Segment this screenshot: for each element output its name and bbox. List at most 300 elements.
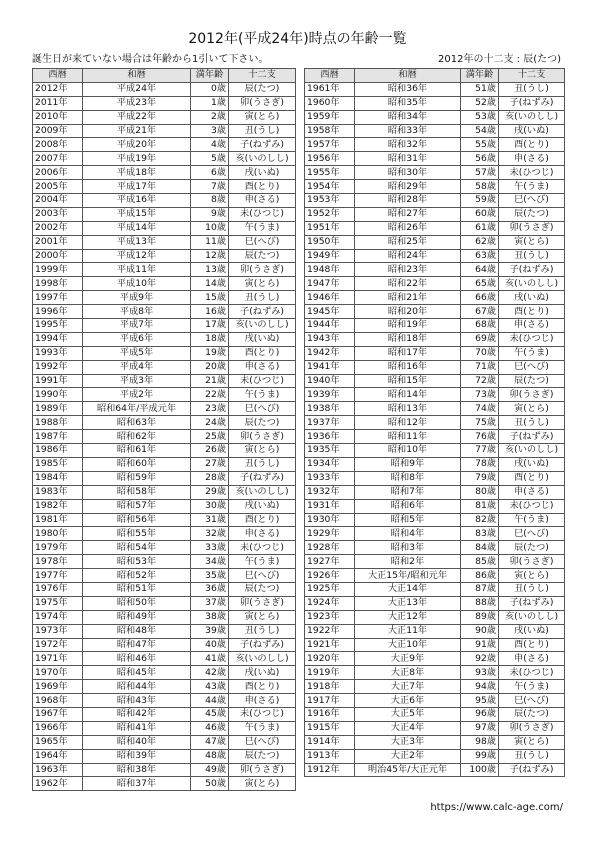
- cell-zodiac: 辰(たつ): [229, 82, 296, 96]
- table-row: [305, 596, 565, 610]
- table-row: [33, 541, 296, 555]
- cell-age: 61歳: [461, 221, 499, 235]
- cell-western-year: 1962年: [33, 777, 83, 791]
- cell-zodiac: 申(さる): [499, 485, 565, 499]
- cell-zodiac: 辰(たつ): [499, 207, 565, 221]
- cell-japanese-era: 昭和34年: [355, 110, 461, 124]
- cell-western-year: 1945年: [305, 305, 355, 319]
- cell-zodiac: 申(さる): [229, 360, 296, 374]
- cell-age: 38歳: [191, 610, 229, 624]
- cell-age: 56歳: [461, 152, 499, 166]
- cell-age: 17歳: [191, 319, 229, 333]
- cell-japanese-era: 平成17年: [83, 180, 191, 194]
- cell-western-year: 1985年: [33, 457, 83, 471]
- cell-western-year: 1926年: [305, 569, 355, 583]
- cell-western-year: 1969年: [33, 680, 83, 694]
- cell-japanese-era: 昭和17年: [355, 346, 461, 360]
- cell-age: 2歳: [191, 110, 229, 124]
- table-row: [305, 166, 565, 180]
- cell-age: 60歳: [461, 207, 499, 221]
- cell-japanese-era: 大正11年: [355, 624, 461, 638]
- cell-zodiac: 未(ひつじ): [229, 541, 296, 555]
- table-row: [305, 180, 565, 194]
- cell-zodiac: 戌(いぬ): [229, 166, 296, 180]
- cell-age: 57歳: [461, 166, 499, 180]
- cell-western-year: 1965年: [33, 735, 83, 749]
- table-row: [305, 485, 565, 499]
- cell-western-year: 1933年: [305, 471, 355, 485]
- cell-zodiac: 丑(うし): [229, 457, 296, 471]
- table-row: [305, 666, 565, 680]
- cell-japanese-era: 昭和64年/平成元年: [83, 402, 191, 416]
- cell-age: 64歳: [461, 263, 499, 277]
- cell-japanese-era: 昭和50年: [83, 596, 191, 610]
- cell-zodiac: 巳(へび): [499, 694, 565, 708]
- age-table-right: [304, 68, 565, 777]
- cell-japanese-era: 平成19年: [83, 152, 191, 166]
- cell-western-year: 1992年: [33, 360, 83, 374]
- cell-japanese-era: 昭和11年: [355, 430, 461, 444]
- cell-western-year: 1931年: [305, 499, 355, 513]
- cell-zodiac: 酉(とり): [229, 180, 296, 194]
- cell-zodiac: 午(うま): [499, 180, 565, 194]
- cell-zodiac: 寅(とら): [229, 777, 296, 791]
- cell-western-year: 1918年: [305, 680, 355, 694]
- cell-age: 21歳: [191, 374, 229, 388]
- cell-western-year: 1963年: [33, 763, 83, 777]
- cell-japanese-era: 昭和10年: [355, 444, 461, 458]
- cell-zodiac: 卯(うさぎ): [499, 221, 565, 235]
- cell-western-year: 1914年: [305, 735, 355, 749]
- cell-zodiac: 戌(いぬ): [499, 291, 565, 305]
- cell-western-year: 1995年: [33, 319, 83, 333]
- table-row: [33, 416, 296, 430]
- table-row: [305, 138, 565, 152]
- cell-japanese-era: 昭和28年: [355, 194, 461, 208]
- table-row: [33, 96, 296, 110]
- cell-age: 99歳: [461, 749, 499, 763]
- cell-western-year: 1961年: [305, 82, 355, 96]
- cell-zodiac: 寅(とら): [499, 235, 565, 249]
- cell-japanese-era: 昭和47年: [83, 638, 191, 652]
- table-row: [33, 610, 296, 624]
- cell-western-year: 1952年: [305, 207, 355, 221]
- cell-western-year: 1932年: [305, 485, 355, 499]
- cell-age: 80歳: [461, 485, 499, 499]
- cell-age: 78歳: [461, 457, 499, 471]
- cell-japanese-era: 昭和33年: [355, 124, 461, 138]
- cell-age: 32歳: [191, 527, 229, 541]
- cell-zodiac: 戌(いぬ): [499, 124, 565, 138]
- cell-zodiac: 未(ひつじ): [499, 666, 565, 680]
- cell-western-year: 1930年: [305, 513, 355, 527]
- table-row: [305, 263, 565, 277]
- cell-age: 70歳: [461, 346, 499, 360]
- cell-western-year: 2010年: [33, 110, 83, 124]
- cell-japanese-era: 昭和12年: [355, 416, 461, 430]
- cell-japanese-era: 大正10年: [355, 638, 461, 652]
- cell-japanese-era: 大正8年: [355, 666, 461, 680]
- cell-japanese-era: 昭和48年: [83, 624, 191, 638]
- cell-western-year: 1927年: [305, 555, 355, 569]
- table-row: [305, 457, 565, 471]
- cell-japanese-era: 大正13年: [355, 596, 461, 610]
- table-row: [33, 402, 296, 416]
- cell-age: 84歳: [461, 541, 499, 555]
- cell-zodiac: 亥(いのしし): [229, 485, 296, 499]
- cell-japanese-era: 昭和59年: [83, 471, 191, 485]
- cell-zodiac: 戌(いぬ): [229, 499, 296, 513]
- cell-western-year: 1998年: [33, 277, 83, 291]
- cell-japanese-era: 大正6年: [355, 694, 461, 708]
- cell-zodiac: 午(うま): [229, 388, 296, 402]
- cell-japanese-era: 昭和14年: [355, 388, 461, 402]
- cell-japanese-era: 大正3年: [355, 735, 461, 749]
- page-title: 2012年(平成24年)時点の年齢一覧: [188, 31, 407, 47]
- cell-japanese-era: 昭和55年: [83, 527, 191, 541]
- cell-western-year: 1917年: [305, 694, 355, 708]
- cell-western-year: 1953年: [305, 194, 355, 208]
- cell-western-year: 2007年: [33, 152, 83, 166]
- cell-japanese-era: 大正15年/昭和元年: [355, 569, 461, 583]
- cell-japanese-era: 昭和51年: [83, 582, 191, 596]
- cell-zodiac: 酉(とり): [229, 513, 296, 527]
- cell-western-year: 2000年: [33, 249, 83, 263]
- cell-zodiac: 卯(うさぎ): [499, 555, 565, 569]
- cell-western-year: 1958年: [305, 124, 355, 138]
- table-row: [305, 124, 565, 138]
- cell-western-year: 1922年: [305, 624, 355, 638]
- cell-western-year: 1959年: [305, 110, 355, 124]
- cell-zodiac: 亥(いのしし): [499, 610, 565, 624]
- cell-japanese-era: 昭和36年: [355, 82, 461, 96]
- cell-zodiac: 申(さる): [499, 152, 565, 166]
- cell-western-year: 1941年: [305, 360, 355, 374]
- table-body-right: [305, 82, 565, 777]
- cell-zodiac: 子(ねずみ): [229, 305, 296, 319]
- cell-age: 5歳: [191, 152, 229, 166]
- table-row: [305, 624, 565, 638]
- table-row: [33, 499, 296, 513]
- cell-japanese-era: 平成9年: [83, 291, 191, 305]
- table-row: [33, 527, 296, 541]
- cell-western-year: 1915年: [305, 721, 355, 735]
- cell-age: 23歳: [191, 402, 229, 416]
- cell-japanese-era: 昭和37年: [83, 777, 191, 791]
- table-row: [305, 735, 565, 749]
- cell-western-year: 1999年: [33, 263, 83, 277]
- table-row: [33, 319, 296, 333]
- cell-japanese-era: 昭和24年: [355, 249, 461, 263]
- cell-western-year: 1971年: [33, 652, 83, 666]
- table-row: [33, 152, 296, 166]
- table-row: [33, 694, 296, 708]
- cell-western-year: 1964年: [33, 749, 83, 763]
- cell-zodiac: 巳(へび): [229, 735, 296, 749]
- cell-western-year: 1980年: [33, 527, 83, 541]
- cell-zodiac: 子(ねずみ): [499, 430, 565, 444]
- cell-age: 41歳: [191, 652, 229, 666]
- cell-age: 51歳: [461, 82, 499, 96]
- cell-zodiac: 丑(うし): [499, 82, 565, 96]
- zodiac-of-year: 2012年の十二支 : 辰(たつ): [438, 54, 561, 65]
- cell-western-year: 1989年: [33, 402, 83, 416]
- table-row: [33, 221, 296, 235]
- cell-age: 13歳: [191, 263, 229, 277]
- cell-japanese-era: 昭和45年: [83, 666, 191, 680]
- table-row: [305, 721, 565, 735]
- cell-western-year: 1991年: [33, 374, 83, 388]
- table-row: [33, 305, 296, 319]
- cell-age: 63歳: [461, 249, 499, 263]
- cell-japanese-era: 昭和39年: [83, 749, 191, 763]
- header-age: 満年齢: [191, 69, 229, 83]
- cell-japanese-era: 昭和2年: [355, 555, 461, 569]
- cell-japanese-era: 大正14年: [355, 582, 461, 596]
- cell-japanese-era: 平成22年: [83, 110, 191, 124]
- cell-japanese-era: 大正12年: [355, 610, 461, 624]
- cell-japanese-era: 昭和61年: [83, 444, 191, 458]
- cell-age: 6歳: [191, 166, 229, 180]
- cell-western-year: 1981年: [33, 513, 83, 527]
- cell-zodiac: 辰(たつ): [499, 374, 565, 388]
- cell-japanese-era: 平成20年: [83, 138, 191, 152]
- table-row: [305, 194, 565, 208]
- table-row: [33, 680, 296, 694]
- cell-japanese-era: 昭和40年: [83, 735, 191, 749]
- cell-western-year: 1972年: [33, 638, 83, 652]
- table-row: [305, 96, 565, 110]
- cell-western-year: 2005年: [33, 180, 83, 194]
- cell-western-year: 1978年: [33, 555, 83, 569]
- cell-western-year: 1920年: [305, 652, 355, 666]
- cell-western-year: 1990年: [33, 388, 83, 402]
- table-row: [305, 416, 565, 430]
- cell-western-year: 2008年: [33, 138, 83, 152]
- cell-age: 53歳: [461, 110, 499, 124]
- cell-japanese-era: 昭和49年: [83, 610, 191, 624]
- cell-japanese-era: 平成14年: [83, 221, 191, 235]
- cell-japanese-era: 昭和56年: [83, 513, 191, 527]
- cell-western-year: 1939年: [305, 388, 355, 402]
- cell-age: 93歳: [461, 666, 499, 680]
- cell-zodiac: 巳(へび): [229, 569, 296, 583]
- cell-zodiac: 辰(たつ): [499, 707, 565, 721]
- table-row: [33, 388, 296, 402]
- cell-age: 40歳: [191, 638, 229, 652]
- cell-japanese-era: 昭和18年: [355, 332, 461, 346]
- cell-zodiac: 子(ねずみ): [499, 263, 565, 277]
- cell-zodiac: 子(ねずみ): [499, 96, 565, 110]
- cell-zodiac: 午(うま): [499, 680, 565, 694]
- cell-western-year: 2003年: [33, 207, 83, 221]
- cell-japanese-era: 大正9年: [355, 652, 461, 666]
- cell-western-year: 1936年: [305, 430, 355, 444]
- cell-age: 46歳: [191, 721, 229, 735]
- cell-zodiac: 辰(たつ): [229, 582, 296, 596]
- cell-western-year: 1925年: [305, 582, 355, 596]
- cell-zodiac: 酉(とり): [229, 346, 296, 360]
- cell-japanese-era: 昭和7年: [355, 485, 461, 499]
- cell-age: 45歳: [191, 707, 229, 721]
- table-row: [33, 235, 296, 249]
- table-row: [33, 249, 296, 263]
- cell-japanese-era: 平成18年: [83, 166, 191, 180]
- cell-japanese-era: 昭和43年: [83, 694, 191, 708]
- cell-zodiac: 辰(たつ): [499, 541, 565, 555]
- cell-japanese-era: 明治45年/大正元年: [355, 763, 461, 777]
- cell-japanese-era: 大正7年: [355, 680, 461, 694]
- cell-zodiac: 戌(いぬ): [499, 624, 565, 638]
- table-row: [305, 249, 565, 263]
- cell-zodiac: 丑(うし): [499, 249, 565, 263]
- cell-zodiac: 戌(いぬ): [229, 666, 296, 680]
- cell-western-year: 1912年: [305, 763, 355, 777]
- cell-western-year: 1934年: [305, 457, 355, 471]
- table-row: [33, 457, 296, 471]
- cell-age: 83歳: [461, 527, 499, 541]
- cell-zodiac: 酉(とり): [499, 305, 565, 319]
- cell-age: 10歳: [191, 221, 229, 235]
- cell-japanese-era: 平成23年: [83, 96, 191, 110]
- table-row: [33, 346, 296, 360]
- cell-western-year: 2002年: [33, 221, 83, 235]
- cell-western-year: 1944年: [305, 319, 355, 333]
- cell-japanese-era: 昭和3年: [355, 541, 461, 555]
- cell-zodiac: 卯(うさぎ): [229, 430, 296, 444]
- cell-age: 62歳: [461, 235, 499, 249]
- table-row: [305, 402, 565, 416]
- cell-zodiac: 午(うま): [229, 721, 296, 735]
- cell-age: 66歳: [461, 291, 499, 305]
- table-row: [305, 221, 565, 235]
- cell-japanese-era: 平成2年: [83, 388, 191, 402]
- cell-japanese-era: 昭和58年: [83, 485, 191, 499]
- cell-japanese-era: 平成10年: [83, 277, 191, 291]
- cell-japanese-era: 昭和29年: [355, 180, 461, 194]
- cell-japanese-era: 昭和16年: [355, 360, 461, 374]
- cell-age: 86歳: [461, 569, 499, 583]
- table-row: [33, 735, 296, 749]
- cell-age: 12歳: [191, 249, 229, 263]
- birthday-note: 誕生日が来ていない場合は年齢から1引いて下さい。: [32, 54, 269, 65]
- cell-zodiac: 丑(うし): [499, 416, 565, 430]
- table-body-left: [33, 82, 296, 790]
- cell-age: 74歳: [461, 402, 499, 416]
- cell-age: 1歳: [191, 96, 229, 110]
- table-row: [305, 638, 565, 652]
- cell-age: 48歳: [191, 749, 229, 763]
- table-row: [33, 624, 296, 638]
- header-zodiac: 十二支: [229, 69, 296, 83]
- cell-age: 73歳: [461, 388, 499, 402]
- cell-zodiac: 子(ねずみ): [229, 638, 296, 652]
- cell-zodiac: 戌(いぬ): [229, 332, 296, 346]
- cell-zodiac: 午(うま): [229, 221, 296, 235]
- cell-western-year: 1975年: [33, 596, 83, 610]
- cell-age: 72歳: [461, 374, 499, 388]
- cell-japanese-era: 昭和57年: [83, 499, 191, 513]
- table-row: [33, 82, 296, 96]
- cell-western-year: 1954年: [305, 180, 355, 194]
- table-row: [305, 207, 565, 221]
- table-row: [305, 291, 565, 305]
- cell-japanese-era: 昭和4年: [355, 527, 461, 541]
- cell-western-year: 1974年: [33, 610, 83, 624]
- cell-age: 49歳: [191, 763, 229, 777]
- cell-japanese-era: 昭和13年: [355, 402, 461, 416]
- table-row: [33, 707, 296, 721]
- cell-western-year: 1951年: [305, 221, 355, 235]
- table-row: [33, 721, 296, 735]
- table-row: [33, 471, 296, 485]
- cell-age: 54歳: [461, 124, 499, 138]
- table-row: [305, 707, 565, 721]
- table-row: [305, 360, 565, 374]
- table-row: [33, 777, 296, 791]
- table-row: [33, 596, 296, 610]
- table-row: [33, 513, 296, 527]
- cell-age: 87歳: [461, 582, 499, 596]
- cell-age: 97歳: [461, 721, 499, 735]
- cell-age: 8歳: [191, 194, 229, 208]
- cell-age: 44歳: [191, 694, 229, 708]
- cell-zodiac: 未(ひつじ): [229, 374, 296, 388]
- cell-zodiac: 丑(うし): [499, 749, 565, 763]
- cell-zodiac: 辰(たつ): [229, 749, 296, 763]
- table-row: [305, 235, 565, 249]
- cell-zodiac: 酉(とり): [499, 638, 565, 652]
- cell-japanese-era: 平成13年: [83, 235, 191, 249]
- cell-western-year: 1955年: [305, 166, 355, 180]
- cell-japanese-era: 昭和23年: [355, 263, 461, 277]
- cell-japanese-era: 平成16年: [83, 194, 191, 208]
- cell-western-year: 1928年: [305, 541, 355, 555]
- table-row: [33, 332, 296, 346]
- cell-zodiac: 寅(とら): [229, 610, 296, 624]
- cell-age: 96歳: [461, 707, 499, 721]
- cell-age: 52歳: [461, 96, 499, 110]
- cell-western-year: 1946年: [305, 291, 355, 305]
- cell-zodiac: 亥(いのしし): [499, 277, 565, 291]
- cell-japanese-era: 昭和54年: [83, 541, 191, 555]
- footer-url[interactable]: https://www.calc-age.com/: [430, 802, 563, 813]
- cell-japanese-era: 昭和63年: [83, 416, 191, 430]
- cell-age: 76歳: [461, 430, 499, 444]
- cell-age: 71歳: [461, 360, 499, 374]
- cell-zodiac: 申(さる): [499, 652, 565, 666]
- cell-zodiac: 申(さる): [499, 319, 565, 333]
- table-row: [305, 610, 565, 624]
- cell-japanese-era: 昭和60年: [83, 457, 191, 471]
- cell-age: 92歳: [461, 652, 499, 666]
- cell-japanese-era: 昭和15年: [355, 374, 461, 388]
- cell-zodiac: 丑(うし): [229, 624, 296, 638]
- table-row: [33, 194, 296, 208]
- cell-japanese-era: 昭和6年: [355, 499, 461, 513]
- cell-japanese-era: 昭和32年: [355, 138, 461, 152]
- cell-japanese-era: 大正4年: [355, 721, 461, 735]
- table-row: [305, 110, 565, 124]
- cell-age: 14歳: [191, 277, 229, 291]
- header-japanese-era: 和暦: [355, 69, 461, 83]
- cell-age: 30歳: [191, 499, 229, 513]
- cell-japanese-era: 昭和26年: [355, 221, 461, 235]
- cell-japanese-era: 平成11年: [83, 263, 191, 277]
- cell-zodiac: 未(ひつじ): [499, 499, 565, 513]
- table-row: [33, 207, 296, 221]
- table-row: [305, 541, 565, 555]
